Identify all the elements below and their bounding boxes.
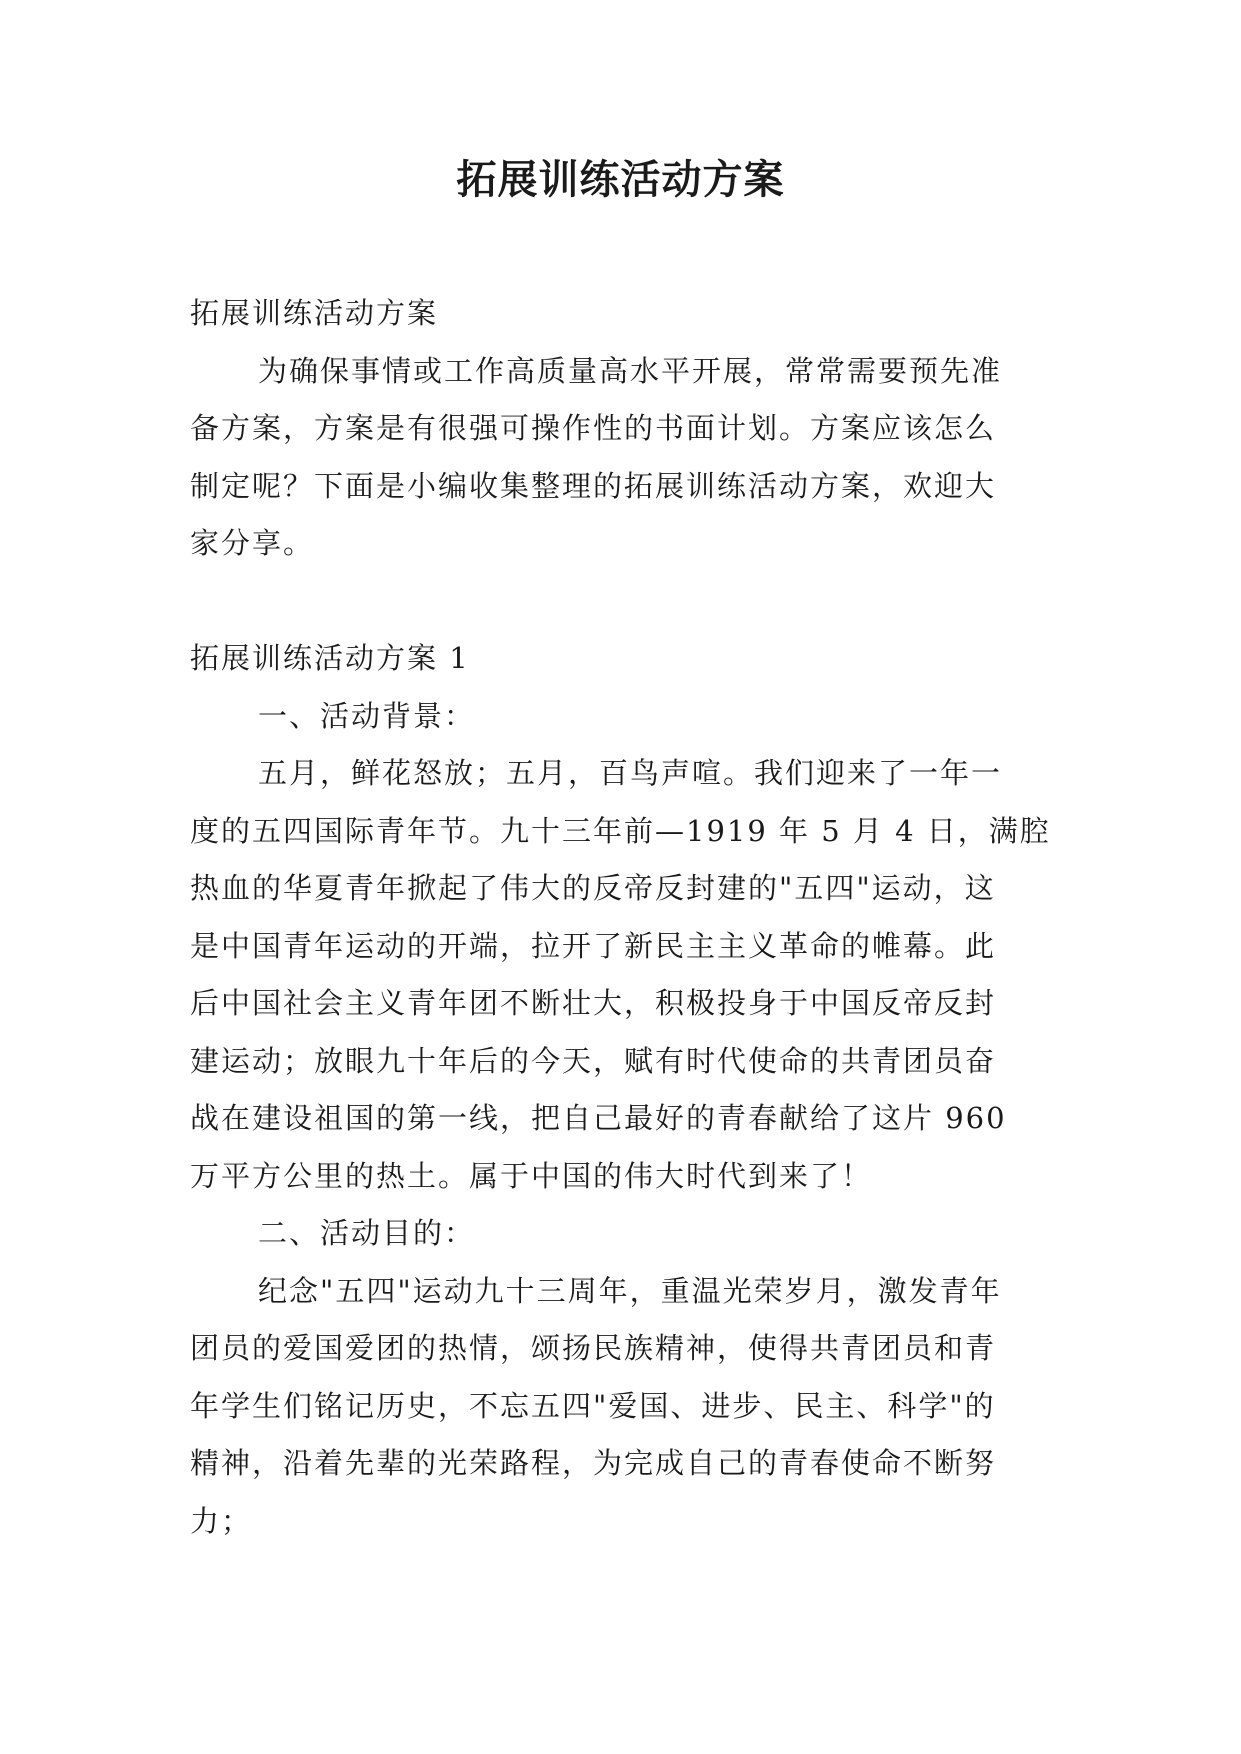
section-heading: 拓展训练活动方案 1 — [190, 641, 470, 675]
goal-line: 团员的爱国爱团的热情，颂扬民族精神，使得共青团员和青 — [190, 1331, 997, 1365]
intro-heading: 拓展训练活动方案 — [190, 296, 439, 330]
paragraph-gap — [190, 573, 1052, 631]
background-line: 建运动；放眼九十年后的今天，赋有时代使命的共青团员奋 — [190, 1043, 997, 1078]
goal-line: 年学生们铭记历史，不忘五四"爱国、进步、民主、科学"的 — [190, 1388, 996, 1423]
intro-line: 制定呢？下面是小编收集整理的拓展训练活动方案，欢迎大 — [190, 468, 997, 503]
goal-heading: 二、活动目的： — [258, 1216, 476, 1250]
goal-line: 力； — [190, 1503, 253, 1538]
background-line: 战在建设祖国的第一线，把自己最好的青春献给了这片 960 — [190, 1101, 1007, 1135]
intro-line: 为确保事情或工作高质量高水平开展，常常需要预先准 — [258, 353, 1003, 388]
goal-line: 纪念"五四"运动九十三周年，重温光荣岁月，激发青年 — [258, 1273, 1002, 1308]
background-line: 五月，鲜花怒放；五月，百鸟声喧。我们迎来了一年一 — [258, 756, 1003, 790]
background-heading: 一、活动背景： — [258, 698, 476, 733]
background-line: 后中国社会主义青年团不断壮大，积极投身于中国反帝反封 — [190, 986, 997, 1020]
document-body — [190, 285, 1052, 1550]
background-line: 是中国青年运动的开端，拉开了新民主主义革命的帷幕。此 — [190, 928, 997, 963]
background-line: 度的五四国际青年节。九十三年前—1919 年 5 月 4 日，满腔 — [190, 813, 1051, 848]
intro-line: 备方案，方案是有很强可操作性的书面计划。方案应该怎么 — [190, 411, 997, 445]
goal-line: 精神，沿着先辈的光荣路程，为完成自己的青春使命不断努 — [190, 1446, 997, 1480]
background-line: 万平方公里的热土。属于中国的伟大时代到来了！ — [190, 1158, 873, 1193]
background-line: 热血的华夏青年掀起了伟大的反帝反封建的"五四"运动，这 — [190, 871, 996, 905]
intro-line: 家分享。 — [190, 526, 315, 560]
document-title: 拓展训练活动方案 — [456, 156, 785, 203]
